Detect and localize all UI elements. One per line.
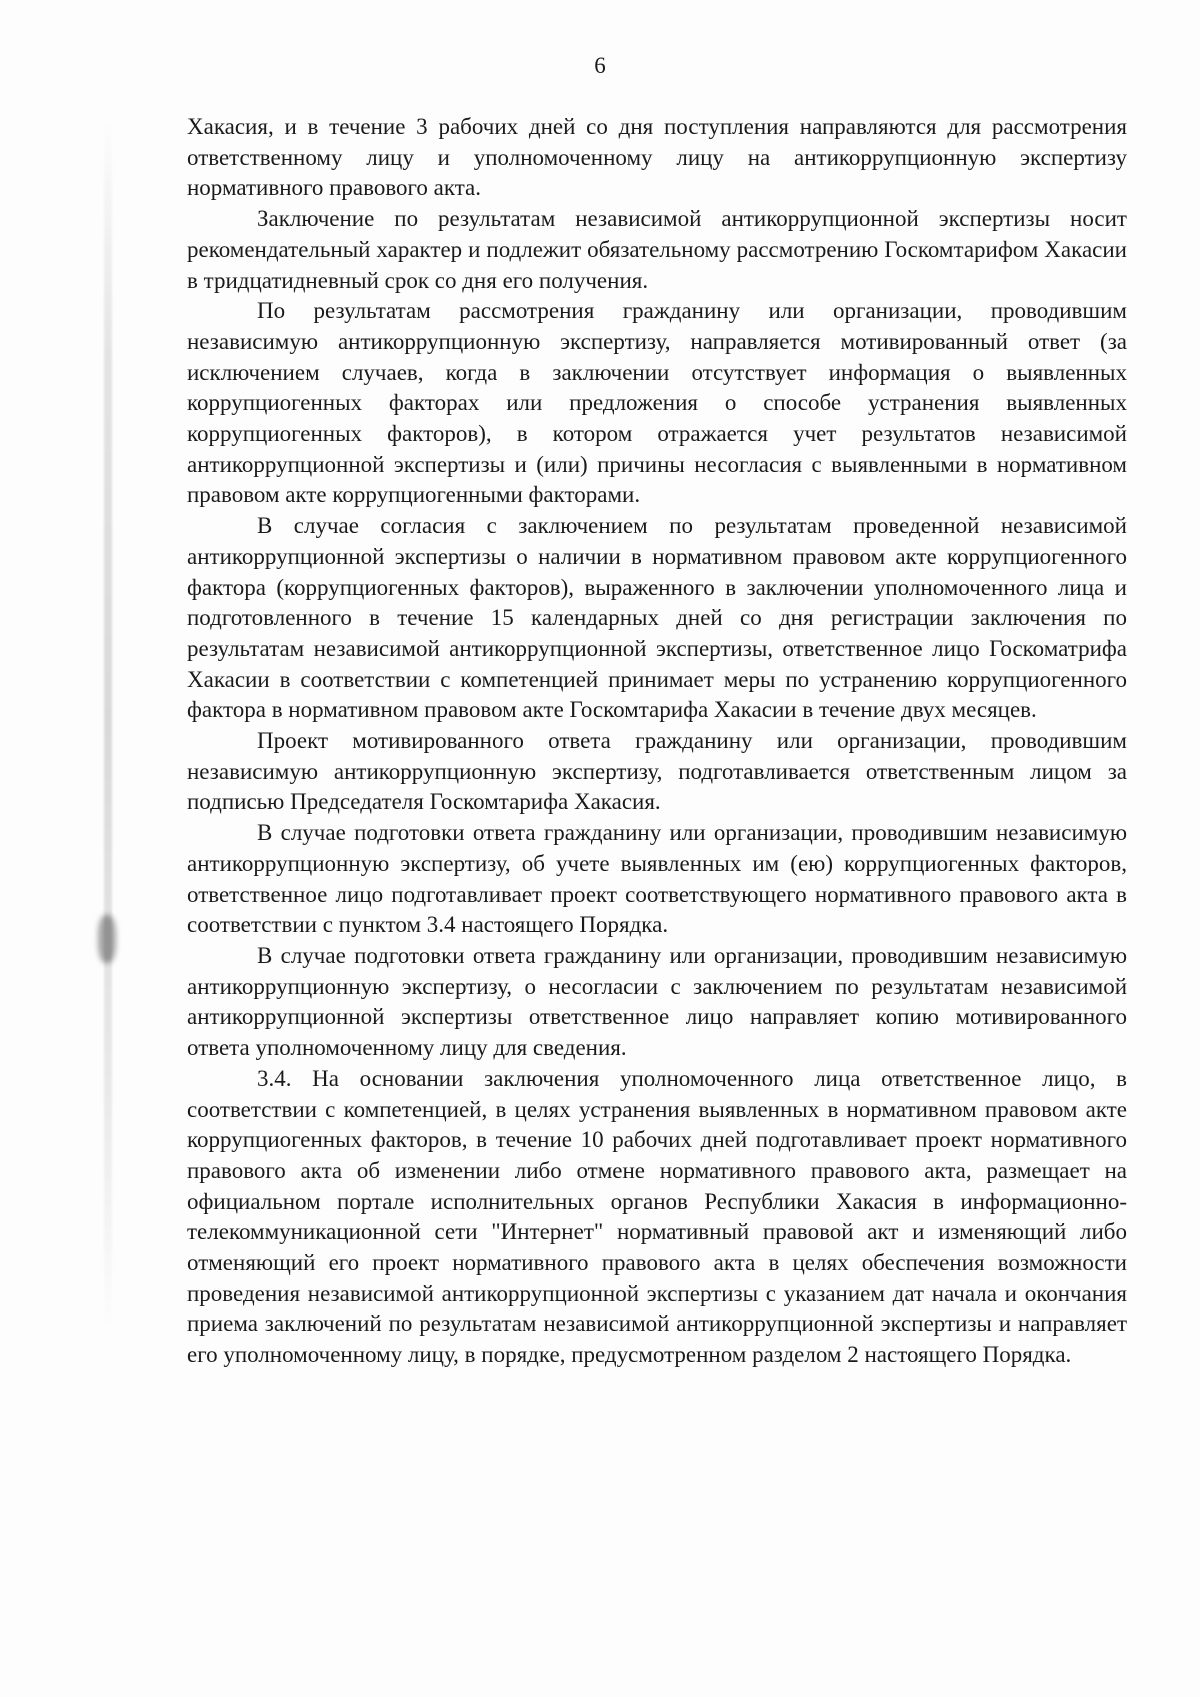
scan-smudge <box>98 915 116 963</box>
document-body <box>187 112 1127 1371</box>
page-number: 6 <box>594 53 606 78</box>
paragraph-conclusion-nature: Заключение по результатам независимой антикоррупционной экспертизы носит рекомендательный характер и подлежит обязательному рассмотрению Госкомтарифом Хакасии в тридцатидневный срок со дня его получения. <box>187 206 1127 293</box>
paragraph-motivated-answer: По результатам рассмотрения гражданину или организации, проводившим независимую антикоррупционную экспертизу, направляется мотивированный ответ (за исключением случаев, когда в заключении отсутствует информация о выявленных коррупциогенных факторах или предложения о способе устранения выявленных коррупциогенных факторов), в котором отражается учет результатов независимой антикоррупционной экспертизы и (или) причины несогласия с выявленными в нормативном правовом акте коррупциогенными факторами. <box>187 298 1127 508</box>
paragraph-continuation: Хакасия, и в течение 3 рабочих дней со дня поступления направляются для рассмотрения ответственному лицу и уполномоченному лицу на антикоррупционную экспертизу нормативного правового акта. <box>187 114 1127 201</box>
paragraph-agreement-case: В случае согласия с заключением по результатам проведенной независимой антикоррупционной экспертизы о наличии в нормативном правовом акте коррупциогенного фактора (коррупциогенных факторов), выраженного в заключении уполномоченного лица и подготовленного в течение 15 календарных дней со дня регистрации заключения по результатам независимой антикоррупционной экспертизы, ответственное лицо Госкоматрифа Хакасии в соответствии с компетенцией принимает меры по устранению коррупциогенного фактора в нормативном правовом акте Госкомтарифа Хакасии в течение двух месяцев. <box>187 513 1127 723</box>
paragraph-disagreement-case: В случае подготовки ответа гражданину или организации, проводившим независимую антикоррупционную экспертизу, о несогласии с заключением по результатам независимой антикоррупционной экспертизы ответственное лицо направляет копию мотивированного ответа уполномоченному лицу для сведения. <box>187 942 1127 1061</box>
paragraph-section-3-4: 3.4. На основании заключения уполномоченного лица ответственное лицо, в соответствии с компетенцией, в целях устранения выявленных в нормативном правовом акте коррупциогенных факторов, в течение 10 рабочих дней подготавливает проект нормативного правового акта об изменении либо отмене нормативного правового акта, размещает на официальном портале исполнительных органов Республики Хакасия в информационно-телекоммуникационной сети "Интернет" нормативный правовой акт и изменяющий либо отменяющий его проект нормативного правового акта в целях обеспечения возможности проведения независимой антикоррупционной экспертизы с указанием дат начала и окончания приема заключений по результатам независимой антикоррупционной экспертизы и направляет его уполномоченному лицу, в порядке, предусмотренном разделом 2 настоящего Порядка. <box>187 1065 1127 1368</box>
paragraph-answer-draft: Проект мотивированного ответа гражданину или организации, проводившим независимую антикоррупционную экспертизу, подготавливается ответственным лицом за подписью Председателя Госкомтарифа Хакасия. <box>187 728 1127 815</box>
scan-margin-shadow <box>104 120 112 1330</box>
paragraph-accounting-case: В случае подготовки ответа гражданину или организации, проводившим независимую антикоррупционную экспертизу, об учете выявленных им (ею) коррупциогенных факторов, ответственное лицо подготавливает проект соответствующего нормативного правового акта в соответствии с пунктом 3.4 настоящего Порядка. <box>187 820 1127 938</box>
